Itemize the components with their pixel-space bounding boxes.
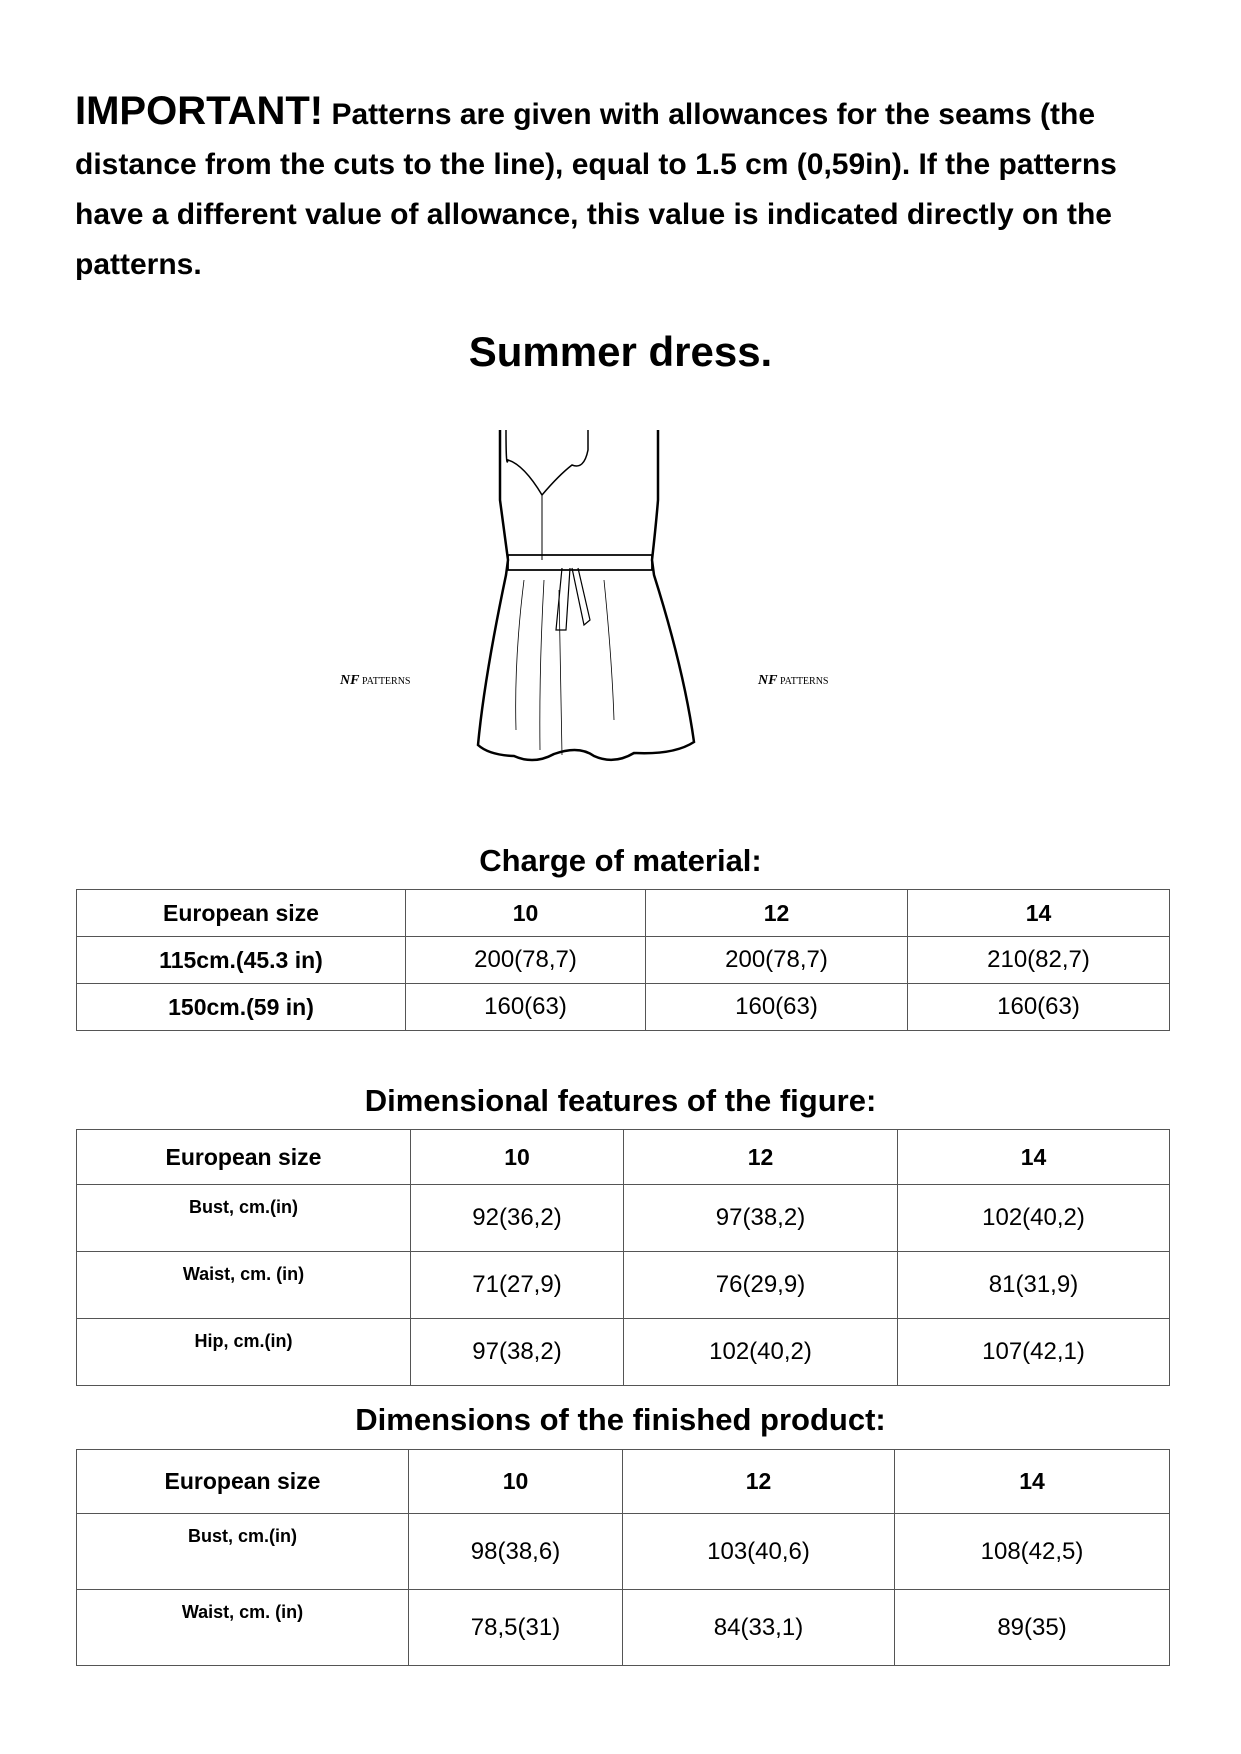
header-cell: 14: [895, 1450, 1170, 1514]
table-row: [77, 937, 1170, 984]
cell: 97(38,2): [411, 1319, 624, 1386]
cell: 81(31,9): [898, 1252, 1170, 1319]
row-label: 115cm.(45.3 in): [77, 937, 406, 984]
cell: 98(38,6): [409, 1514, 623, 1590]
header-cell: 12: [646, 890, 908, 937]
header-cell: 14: [898, 1130, 1170, 1185]
material-heading: Charge of material:: [479, 843, 762, 878]
cell: 200(78,7): [406, 937, 646, 984]
product-table: [76, 1449, 1170, 1666]
cell: 89(35): [895, 1590, 1170, 1666]
row-label: Waist, cm. (in): [77, 1252, 411, 1319]
cell: 160(63): [406, 984, 646, 1031]
header-cell: 10: [409, 1450, 623, 1514]
table-row: [77, 1252, 1170, 1319]
important-text: Patterns are given with allowances for the seams (the distance from the cuts to the line), equal to 1.5 cm (0,59in). If the patterns have a different value of allowance, this value is indicated directly on the patterns.: [75, 98, 1117, 281]
important-label: IMPORTANT!: [75, 89, 324, 133]
cell: 160(63): [646, 984, 908, 1031]
header-cell: 10: [406, 890, 646, 937]
row-label: Hip, cm.(in): [77, 1319, 411, 1386]
table-header-row: [77, 1450, 1170, 1514]
cell: 103(40,6): [623, 1514, 895, 1590]
cell: 160(63): [908, 984, 1170, 1031]
row-label: Bust, cm.(in): [77, 1514, 409, 1590]
watermark-left: NF PATTERNS: [340, 673, 411, 688]
cell: 108(42,5): [895, 1514, 1170, 1590]
cell: 210(82,7): [908, 937, 1170, 984]
table-header-row: [77, 890, 1170, 937]
product-heading: Dimensions of the finished product:: [355, 1402, 886, 1437]
table-header-row: [77, 1130, 1170, 1185]
cell: 76(29,9): [624, 1252, 898, 1319]
header-cell: European size: [77, 890, 406, 937]
header-cell: European size: [77, 1130, 411, 1185]
cell: 200(78,7): [646, 937, 908, 984]
table-row: [77, 1185, 1170, 1252]
important-notice: [75, 86, 1185, 290]
header-cell: 14: [908, 890, 1170, 937]
figure-table: [76, 1129, 1170, 1386]
header-cell: 10: [411, 1130, 624, 1185]
header-cell: European size: [77, 1450, 409, 1514]
table-row: [77, 984, 1170, 1031]
cell: 78,5(31): [409, 1590, 623, 1666]
cell: 102(40,2): [898, 1185, 1170, 1252]
cell: 107(42,1): [898, 1319, 1170, 1386]
table-row: [77, 1514, 1170, 1590]
cell: 84(33,1): [623, 1590, 895, 1666]
header-cell: 12: [623, 1450, 895, 1514]
cell: 71(27,9): [411, 1252, 624, 1319]
watermark-right: NF PATTERNS: [758, 673, 829, 688]
dress-illustration: [470, 420, 700, 765]
header-cell: 12: [624, 1130, 898, 1185]
row-label: 150cm.(59 in): [77, 984, 406, 1031]
cell: 97(38,2): [624, 1185, 898, 1252]
figure-heading: Dimensional features of the figure:: [364, 1083, 877, 1118]
page-title: Summer dress.: [468, 328, 773, 375]
material-table: [76, 889, 1170, 1031]
row-label: Bust, cm.(in): [77, 1185, 411, 1252]
row-label: Waist, cm. (in): [77, 1590, 409, 1666]
cell: 102(40,2): [624, 1319, 898, 1386]
table-row: [77, 1590, 1170, 1666]
table-row: [77, 1319, 1170, 1386]
cell: 92(36,2): [411, 1185, 624, 1252]
